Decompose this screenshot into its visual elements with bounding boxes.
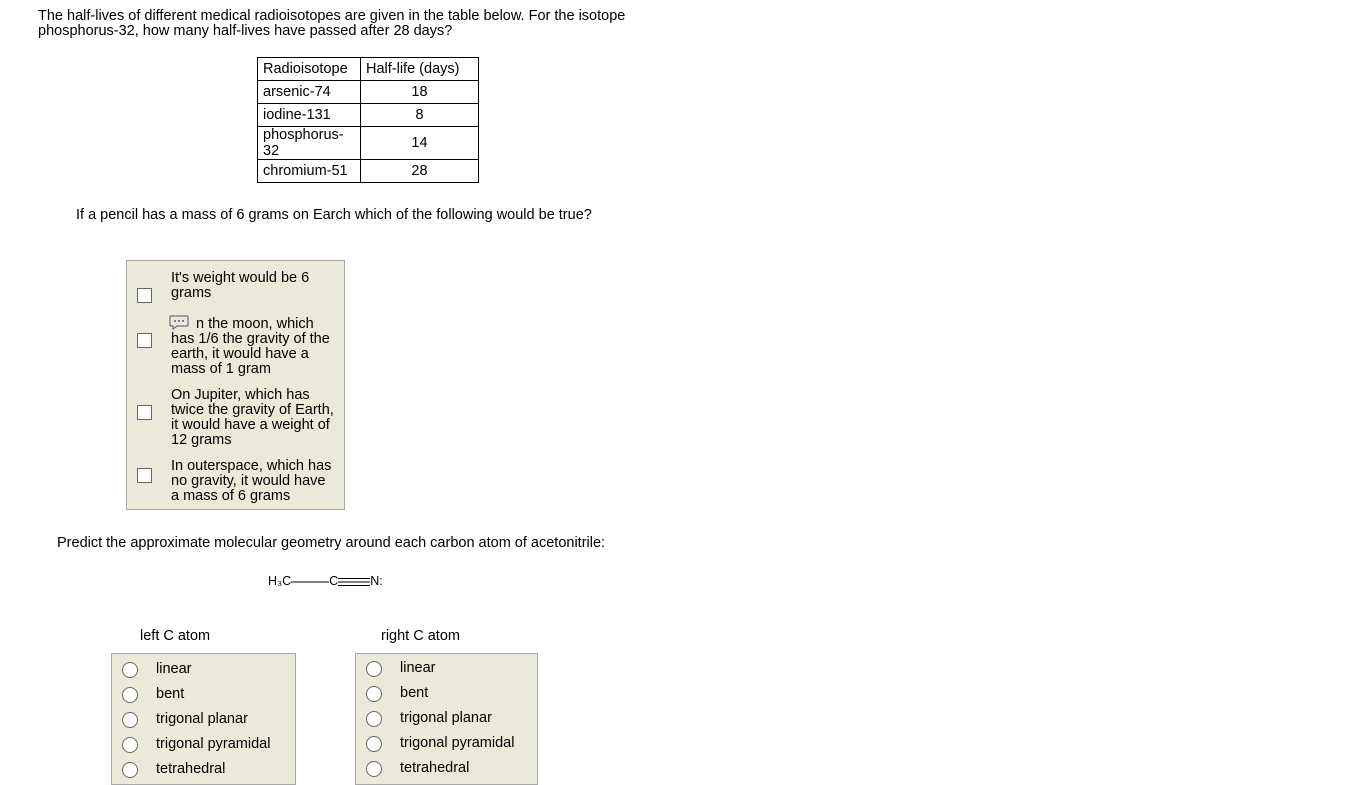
right-carbon-label: right C atom	[381, 628, 460, 644]
left-carbon-options	[111, 653, 296, 785]
table-header: Half-life (days)	[361, 58, 479, 81]
radio-label: bent	[156, 686, 185, 702]
formula-nitrogen: N:	[370, 574, 383, 588]
table-header: Radioisotope	[258, 58, 361, 81]
table-row	[258, 160, 479, 183]
radio-button[interactable]	[122, 662, 138, 678]
table-header-row	[258, 58, 479, 81]
radio-option[interactable]	[112, 683, 295, 708]
question-2-text: If a pencil has a mass of 6 grams on Earch which of the following would be true?	[76, 207, 592, 223]
table-row	[258, 104, 479, 127]
radio-option[interactable]	[112, 758, 295, 783]
radio-button[interactable]	[366, 736, 382, 752]
radio-label: trigonal pyramidal	[156, 736, 271, 752]
question-3-text: Predict the approximate molecular geometry around each carbon atom of acetonitrile:	[57, 535, 606, 551]
radio-option[interactable]	[112, 708, 295, 733]
question-1-text: The half-lives of different medical radioisotopes are given in the table below. For the isotope phosphorus-32, how many half-lives have passed after 28 days?	[38, 8, 626, 39]
table-cell: 28	[361, 160, 479, 183]
radio-option[interactable]	[112, 658, 295, 683]
table-cell: phosphorus-32	[258, 127, 361, 160]
radio-option[interactable]	[356, 682, 537, 707]
acetonitrile-structure	[268, 574, 383, 588]
radio-option[interactable]	[356, 707, 537, 732]
single-bond-icon	[291, 579, 329, 585]
option-row[interactable]	[127, 388, 344, 448]
table-row	[258, 81, 479, 104]
option-row[interactable]	[127, 317, 344, 377]
radio-label: trigonal planar	[400, 710, 492, 726]
radio-button[interactable]	[366, 686, 382, 702]
option-label: In outerspace, which has no gravity, it would have a mass of 6 grams	[171, 458, 332, 504]
radio-option[interactable]	[356, 757, 537, 782]
radio-button[interactable]	[366, 661, 382, 677]
radio-option[interactable]	[112, 733, 295, 758]
right-carbon-options	[355, 653, 538, 785]
formula-methyl: H₃C	[268, 574, 292, 588]
option-label: It's weight would be 6 grams	[171, 270, 310, 301]
formula-carbon: C	[329, 574, 339, 588]
option-label: On Jupiter, which has twice the gravity of Earth, it would have a weight of 12 grams	[171, 387, 334, 448]
option-checkbox[interactable]	[137, 288, 152, 303]
option-row[interactable]	[127, 459, 344, 504]
option-checkbox[interactable]	[137, 468, 152, 483]
option-label: n the moon, which has 1/6 the gravity of the earth, it would have a mass of 1 gram	[171, 316, 330, 377]
checkbox-options-panel	[126, 260, 345, 510]
radio-label: bent	[400, 685, 429, 701]
table-cell: arsenic-74	[258, 81, 361, 104]
triple-bond-icon	[338, 577, 370, 587]
radio-label: tetrahedral	[156, 761, 226, 777]
table-cell: iodine-131	[258, 104, 361, 127]
radio-label: linear	[156, 661, 192, 677]
left-carbon-label: left C atom	[140, 628, 211, 644]
table-cell: 18	[361, 81, 479, 104]
half-life-table	[257, 57, 479, 183]
radio-button[interactable]	[366, 761, 382, 777]
table-row	[258, 127, 479, 160]
radio-button[interactable]	[122, 737, 138, 753]
radio-label: tetrahedral	[400, 760, 470, 776]
table-cell: chromium-51	[258, 160, 361, 183]
radio-label: trigonal planar	[156, 711, 248, 727]
table-cell: 14	[361, 127, 479, 160]
option-checkbox[interactable]	[137, 333, 152, 348]
option-checkbox[interactable]	[137, 405, 152, 420]
option-row[interactable]	[127, 271, 344, 316]
radio-button[interactable]	[122, 687, 138, 703]
radio-button[interactable]	[122, 762, 138, 778]
radio-label: linear	[400, 660, 436, 676]
table-cell: 8	[361, 104, 479, 127]
radio-button[interactable]	[366, 711, 382, 727]
radio-option[interactable]	[356, 657, 537, 682]
radio-label: trigonal pyramidal	[400, 735, 515, 751]
radio-button[interactable]	[122, 712, 138, 728]
radio-option[interactable]	[356, 732, 537, 757]
